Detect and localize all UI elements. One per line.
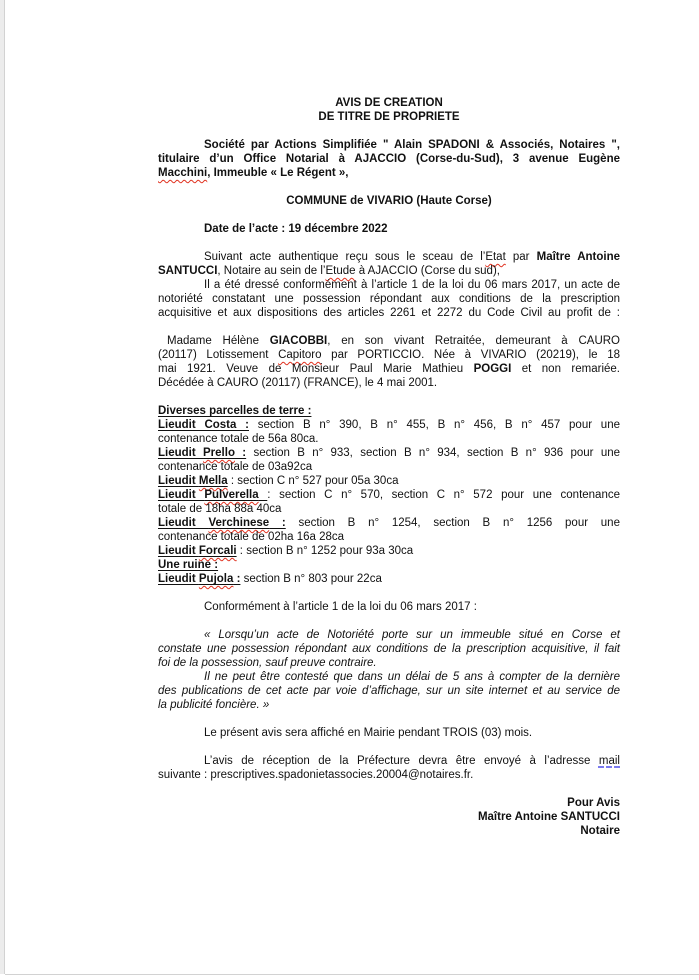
text-run: : section C n° 570, section C n° 572 pour une contenance <box>267 489 620 501</box>
text-run: Lieudit <box>158 489 205 501</box>
text-run: section B n° 933, section B n° 934, section B n° 936 pour une <box>246 447 621 459</box>
text-run: section B n° 803 pour 22ca <box>240 573 382 585</box>
lieudit-mella <box>158 474 620 488</box>
text-line <box>158 418 620 432</box>
text-line <box>158 768 620 782</box>
spellcheck-flagged-word: Prello <box>203 447 235 459</box>
spellcheck-flagged-word: Verchinese <box>208 517 270 529</box>
text-line <box>158 110 620 124</box>
text-line <box>158 152 620 166</box>
text-line <box>158 530 620 544</box>
text-line <box>158 698 620 712</box>
text-line <box>158 572 620 586</box>
text-run: , en son vivant Retraitée, demeurant à CAURO <box>327 335 621 347</box>
text-line <box>158 642 620 656</box>
text-run: contenance totale de 02ha 16a 28ca <box>158 531 345 543</box>
spellcheck-flagged-word: mail <box>598 755 620 767</box>
paragraph-avis-reception <box>158 754 620 782</box>
lieudit-verchinese <box>158 516 620 544</box>
text-run: section B n° 390, B n° 455, B n° 456, B n° 457 pour une <box>249 419 620 431</box>
text-line <box>158 432 620 446</box>
text-line <box>158 502 620 516</box>
text-line <box>158 222 620 236</box>
text-run: Lieudit <box>158 517 209 529</box>
text-run: (20117) Lotissement <box>158 349 279 361</box>
text-run: POGGI <box>473 363 512 375</box>
text-line <box>158 824 620 838</box>
text-run: : <box>234 447 247 459</box>
text-line <box>158 292 620 306</box>
text-run: contenance totale de 03a92ca <box>158 461 313 473</box>
text-run: SANTUCCI <box>158 265 218 277</box>
text-line <box>158 362 620 376</box>
spellcheck-flagged-word: Mella <box>198 475 228 487</box>
spellcheck-flagged-word: Macchini <box>158 167 208 179</box>
spellcheck-flagged-word: Forcali <box>198 545 237 557</box>
text-run: COMMUNE de VIVARIO (Haute Corse) <box>286 195 492 207</box>
text-run: DE TITRE DE PROPRIETE <box>318 111 460 123</box>
signature-block <box>158 796 620 838</box>
text-run: mai 1921. Veuve de Monsieur Paul Marie Mathieu <box>158 363 474 375</box>
doc-title <box>158 96 620 124</box>
text-run: , Notaire au sein de l’ <box>217 265 326 277</box>
text-run: : <box>233 573 241 585</box>
text-run: la publicité foncière. » <box>158 699 270 711</box>
heading-une-ruine <box>158 558 620 572</box>
text-run: acquisitive et aux dispositions des articles 2261 et 2272 du Code Civil au profit de : <box>158 307 620 319</box>
text-run <box>204 489 258 501</box>
text-line <box>158 656 620 670</box>
text-run: AVIS DE CREATION <box>335 97 443 109</box>
text-run: L’avis de réception de la Préfecture devra être envoyé à l’adresse <box>204 755 599 767</box>
text-run <box>199 545 237 557</box>
text-run: à AJACCIO (Corse du sud), <box>355 265 500 277</box>
spellcheck-flagged-word: Capitoro <box>278 349 322 361</box>
text-run: constate une possession répondant aux conditions de la prescription acquisitive, il fait <box>158 643 620 655</box>
text-run <box>259 489 268 501</box>
text-run: Le présent avis sera affiché en Mairie pendant TROIS (03) mois. <box>204 727 533 739</box>
text-run: Il ne peut être contesté que dans un délai de 5 ans à compter de la dernière <box>204 671 620 683</box>
paragraph-conformement <box>158 600 620 614</box>
text-run: Pour Avis <box>567 797 620 809</box>
text-run: Lieudit <box>158 545 199 557</box>
text-run: contenance totale de 56a 80ca. <box>158 433 319 445</box>
spellcheck-flagged-word: Etat <box>485 251 506 263</box>
text-run: Maître Antoine SANTUCCI <box>477 811 620 823</box>
text-run: section B n° 1254, section B n° 1256 pour une <box>285 517 620 529</box>
text-line <box>158 348 620 362</box>
text-line <box>158 558 620 572</box>
text-run: Une ruine : <box>158 559 219 571</box>
text-run: « Lorsqu’un acte de Notoriété porte sur un immeuble situé en Corse et <box>204 629 620 641</box>
quote-loi-part1 <box>158 628 620 670</box>
text-line <box>158 376 620 390</box>
text-run: Notaire <box>580 825 620 837</box>
text-run <box>208 517 269 529</box>
acte-date-line <box>158 222 620 236</box>
paragraph-acte-notoriete <box>158 278 620 320</box>
text-run: notoriété constatant une possession répondant aux conditions de la prescription <box>158 293 620 305</box>
text-run <box>203 447 235 459</box>
text-run: et non remariée. <box>511 363 620 375</box>
text-run <box>199 475 228 487</box>
commune-line <box>158 194 620 208</box>
quote-loi-part2 <box>158 670 620 712</box>
text-run: : <box>269 517 286 529</box>
text-line <box>158 194 620 208</box>
text-run: Diverses parcelles de terre : <box>158 405 312 417</box>
text-line <box>158 264 620 278</box>
text-run: des publications de cet acte par voie d’affichage, sur un site internet et au service de <box>158 685 620 697</box>
text-run: Madame Hélène <box>167 335 270 347</box>
text-line <box>158 516 620 530</box>
lieudit-prello <box>158 446 620 474</box>
text-run: par <box>505 251 537 263</box>
paragraph-beneficiaire <box>158 334 620 390</box>
text-run: Société par Actions Simplifiée " Alain SPADONI & Associés, Notaires ", <box>204 139 620 151</box>
text-line <box>158 166 620 180</box>
spellcheck-flagged-word: Pulverella <box>204 489 259 501</box>
text-line <box>158 404 620 418</box>
text-run: : section B n° 1252 pour 93a 30ca <box>236 545 414 557</box>
text-run: par PORTICCIO. Née à VIVARIO (20219), le 18 <box>321 349 620 361</box>
text-run: Il a été dressé conformément à l’article 1 de la loi du 06 mars 2017, un acte de <box>204 279 620 291</box>
text-line <box>158 600 620 614</box>
text-line <box>158 726 620 740</box>
text-run: titulaire d’un Office Notarial à AJACCIO (Corse-du-Sud), 3 avenue Eugène <box>158 153 620 165</box>
text-line <box>158 96 620 110</box>
text-line <box>158 544 620 558</box>
text-run: suivante : prescriptives.spadonietassocies.20004@notaires.fr. <box>158 769 474 781</box>
page-left-edge <box>0 0 5 974</box>
text-run <box>199 573 234 585</box>
text-line <box>158 334 620 348</box>
text-line <box>158 446 620 460</box>
spellcheck-flagged-word: Pujola <box>198 573 234 585</box>
lieudit-forcali <box>158 544 620 558</box>
lieudit-costa <box>158 418 620 446</box>
text-line <box>158 138 620 152</box>
text-run: Suivant acte authentique reçu sous le sceau de l’ <box>204 251 486 263</box>
text-line <box>158 250 620 264</box>
text-run: foi de la possession, sauf preuve contraire. <box>158 657 377 669</box>
text-run: Lieudit <box>158 475 199 487</box>
paragraph-affichage <box>158 726 620 740</box>
text-line <box>158 684 620 698</box>
text-run: Lieudit <box>158 447 204 459</box>
text-run: Lieudit Costa : <box>158 419 249 431</box>
document-page <box>158 96 620 838</box>
text-line <box>158 306 620 320</box>
lieudit-pulverella <box>158 488 620 516</box>
text-line <box>158 754 620 768</box>
text-line <box>158 278 620 292</box>
text-run: Décédée à CAURO (20117) (FRANCE), le 4 mai 2001. <box>158 377 438 389</box>
text-run: Date de l’acte : 19 décembre 2022 <box>204 223 388 235</box>
text-line <box>158 460 620 474</box>
text-run: GIACOBBI <box>269 335 328 347</box>
paragraph-suivant-acte <box>158 250 620 278</box>
text-line <box>158 810 620 824</box>
paragraph-notary-office <box>158 138 620 180</box>
text-run: Lieudit <box>158 573 199 585</box>
lieudit-pujola <box>158 572 620 586</box>
page-bottom-edge <box>5 974 699 975</box>
text-run: : section C n° 527 pour 05a 30ca <box>227 475 399 487</box>
text-run: totale de 18ha 88a 40ca <box>158 503 282 515</box>
text-line <box>158 474 620 488</box>
text-run: Maître Antoine <box>536 251 620 263</box>
heading-parcelles <box>158 404 620 418</box>
text-line <box>158 796 620 810</box>
text-line <box>158 670 620 684</box>
text-run: , Immeuble « Le Régent », <box>207 167 349 179</box>
spellcheck-flagged-word: Etude <box>325 265 356 277</box>
text-line <box>158 488 620 502</box>
text-line <box>158 628 620 642</box>
text-run: Conformément à l’article 1 de la loi du 06 mars 2017 : <box>204 601 477 613</box>
